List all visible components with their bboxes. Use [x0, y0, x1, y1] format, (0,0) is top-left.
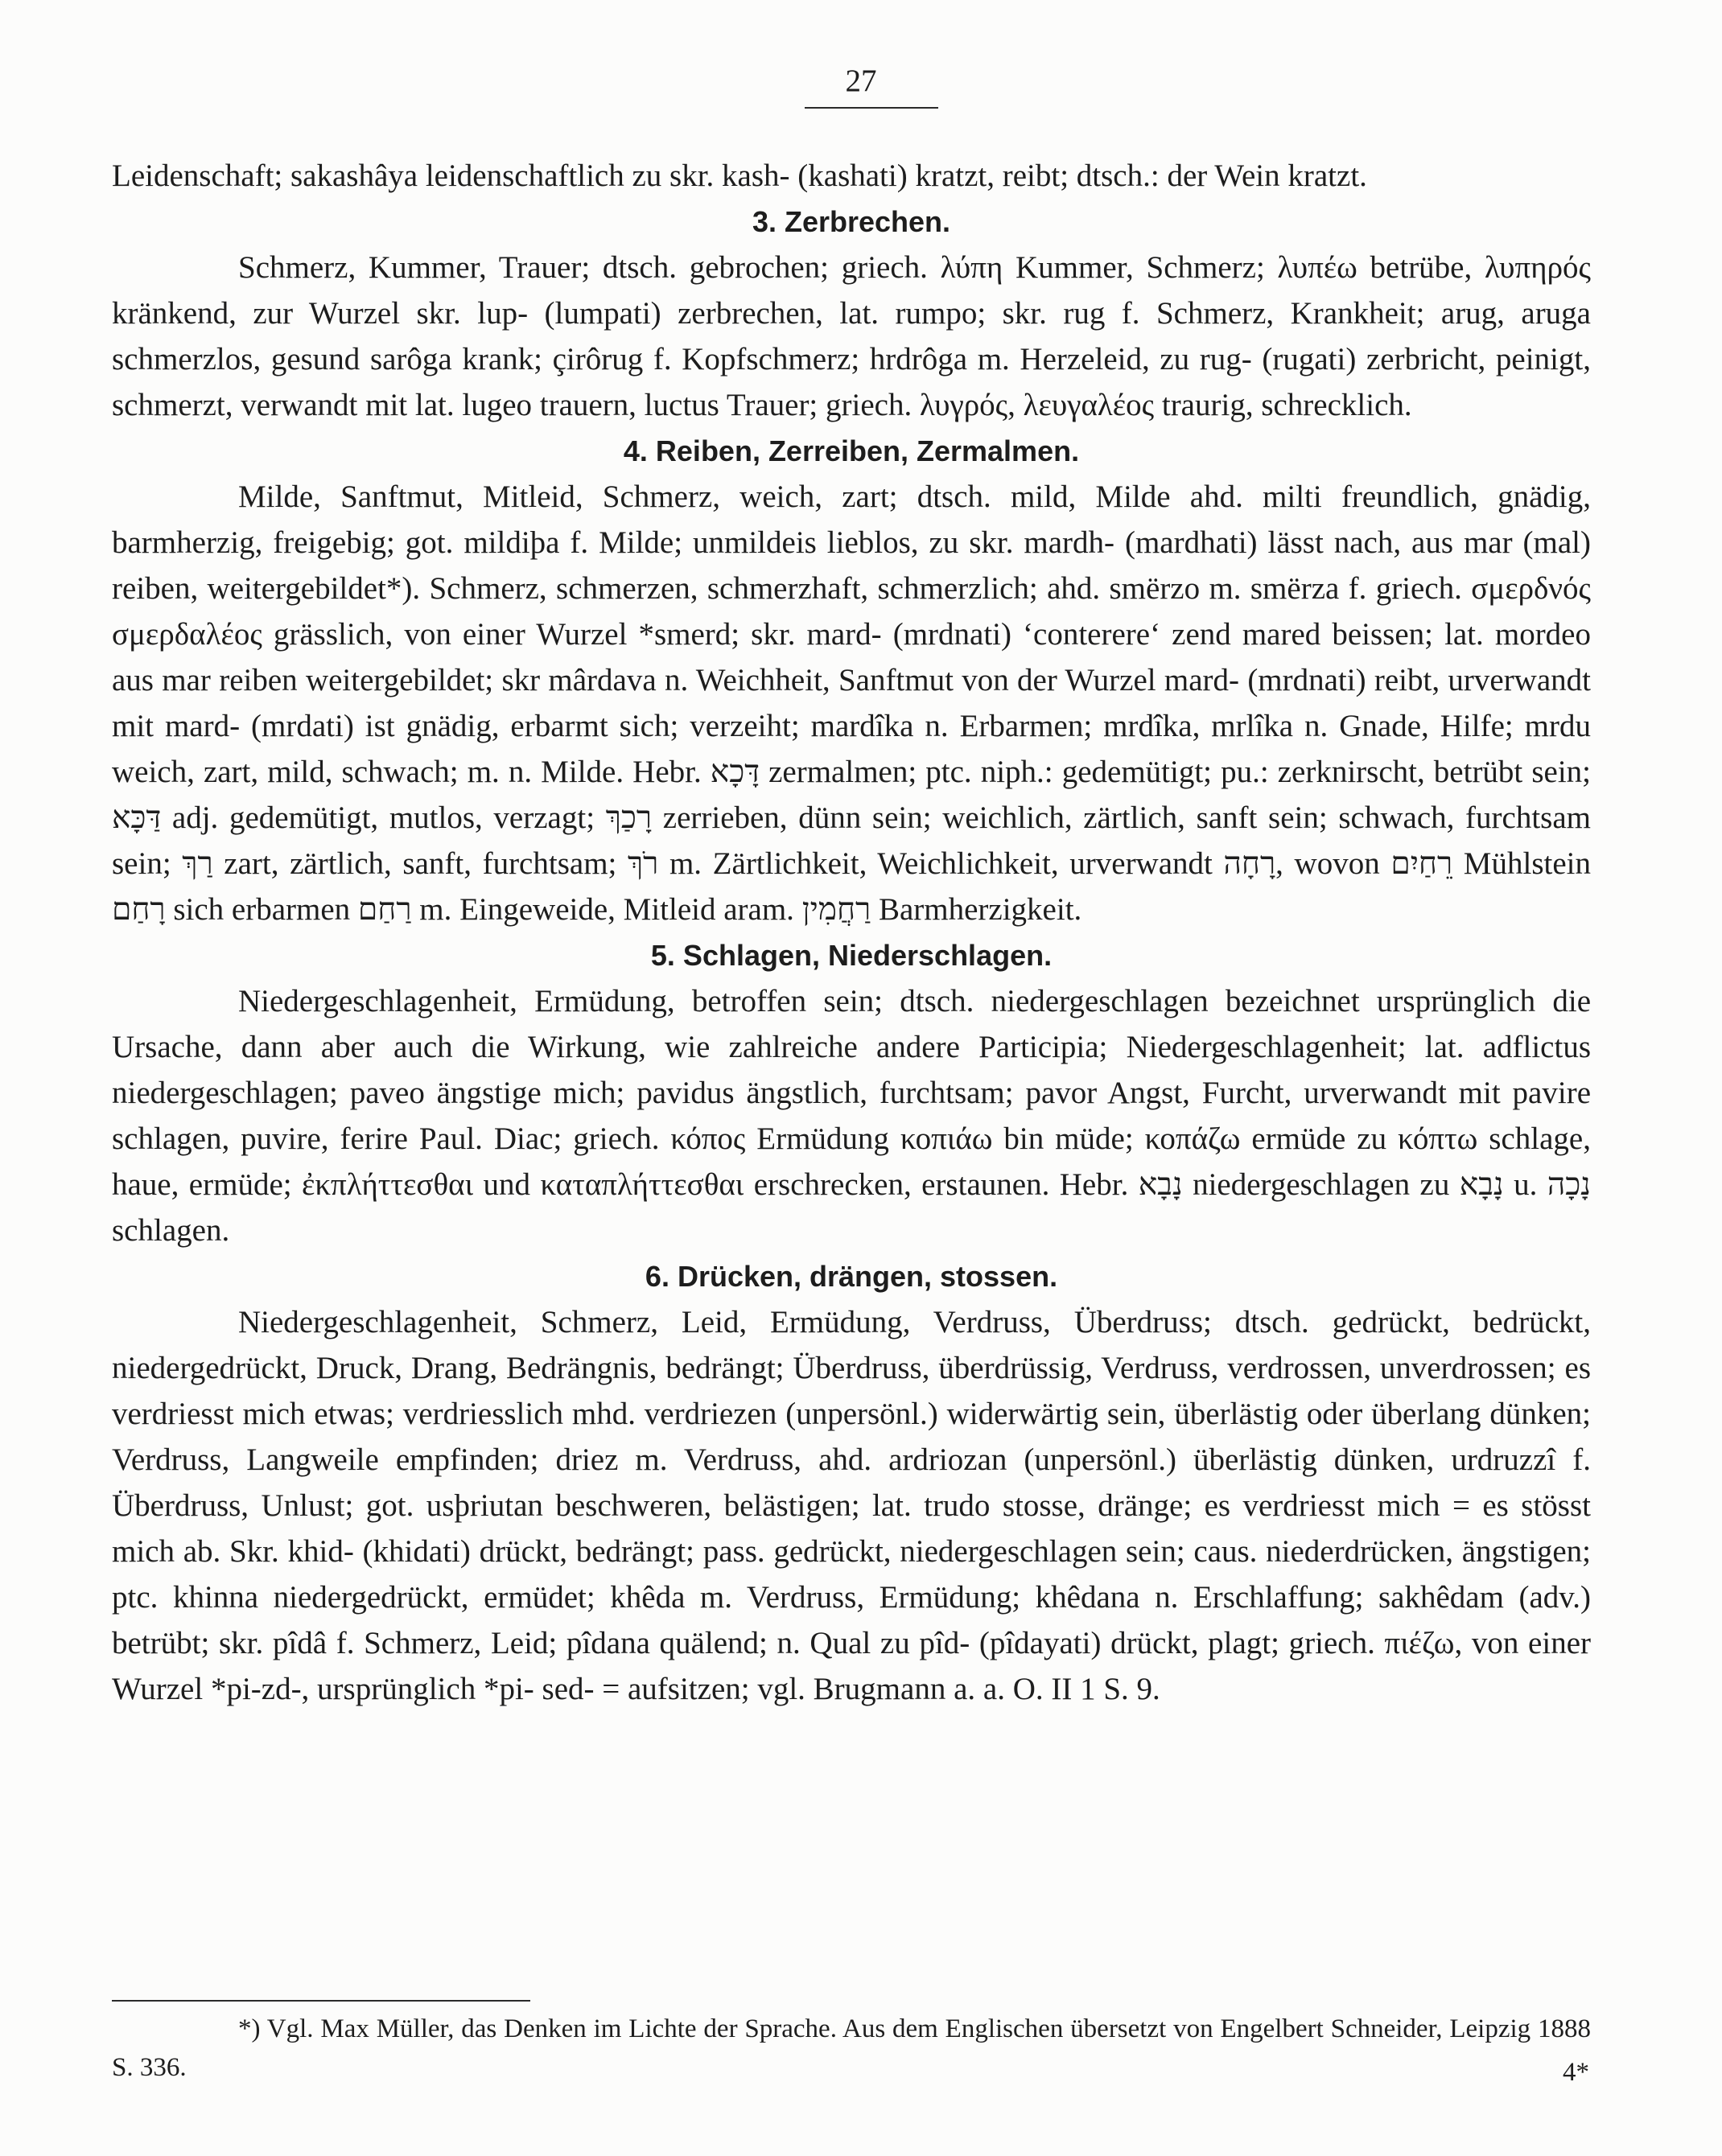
section-heading-3: 3. Zerbrechen. [752, 205, 951, 238]
section-6-paragraph: Niedergeschlagenheit, Schmerz, Leid, Ermüdung, Verdruss, Überdruss; dtsch. gedrückt, bedrückt, niedergedrückt, Druck, Drang, Bedrängnis, bedrängt; Überdruss, überdrüssig, Verdruss, verdrossen, unverdrossen; es verdriesst mich etwas; verdriesslich mhd. verdriezen (unpersönl.) widerwärtig sein, überlästig oder überlang dünken; Verdruss, Langweile empfinden; driez m. Verdruss, ahd. ardriozan (unpersönl.) überlästig dünken, urdruzzî f. Überdruss, Unlust; got. usþriutan beschweren, belästigen; lat. trudo stosse, dränge; es verdriesst mich = es stösst mich ab. Skr. khid- (khidati) drückt, bedrängt; pass. gedrückt, niedergeschlagen sein; caus. niederdrücken, ängstigen; ptc. khinna niedergedrückt, ermüdet; khêda m. Verdruss, Ermüdung; khêdana n. Erschlaffung; sakhêdam (adv.) betrübt; skr. pîdâ f. Schmerz, Leid; pîdana quälend; n. Qual zu pîd- (pîdayati) drückt, plagt; griech. πιέζω, von einer Wurzel *pi-zd-, ursprünglich *pi- sed- = aufsitzen; vgl. Brugmann a. a. O. II 1 S. 9. [112, 1305, 1591, 1706]
sheet-signature: 4* [1563, 2058, 1589, 2087]
intro-paragraph: Leidenschaft; sakashâya leidenschaftlich zu skr. kash- (kashati) kratzt, reibt; dtsch.: der Wein kratzt. [112, 158, 1367, 193]
section-4-paragraph: Milde, Sanftmut, Mitleid, Schmerz, weich, zart; dtsch. mild, Milde ahd. milti freundlich, gnädig, barmherzig, freigebig; got. mildiþa f. Milde; unmildeis lieblos, zu skr. mardh- (mardhati) lässt nach, aus mar (mal) reiben, weitergebildet*). Schmerz, schmerzen, schmerzhaft, schmerzlich; ahd. smërzo m. smërza f. griech. σμερδνός σμερδαλέος grässlich, von einer Wurzel *smerd; skr. mard- (mrdnati) ‘conterere‘ zend mared beissen; lat. mordeo aus mar reiben weitergebildet; skr mârdava n. Weichheit, Sanftmut von der Wurzel mard- (mrdnati) reibt, urverwandt mit mard- (mrdati) ist gnädig, erbarmt sich; verzeiht; mardîka n. Erbarmen; mrdîka, mrlîka n. Gnade, Hilfe; mrdu weich, zart, mild, schwach; m. n. Milde. Hebr. דָּכָא zermalmen; ptc. niph.: gedemütigt; pu.: zerknirscht, betrübt sein; דַּכָּא adj. gedemütigt, mutlos, verzagt; רָכַךְ zerrieben, dünn sein; weichlich, zärtlich, sanft sein; schwach, furchtsam sein; רַךְ zart, zärtlich, sanft, furchtsam; רֹךְ m. Zärtlichkeit, Weichlichkeit, urverwandt רָחָה, wovon רֵחַיִם Mühlstein רָחַם sich erbarmen רַחַם m. Eingeweide, Mitleid aram. רַחֲמִין Barmherzigkeit. [112, 479, 1591, 927]
footnote-rule [112, 2000, 530, 2002]
footnote: *) Vgl. Max Müller, das Denken im Lichte der Sprache. Aus dem Englischen übersetzt von Engelbert Schneider, Leipzig 1888 S. 336. [112, 2014, 1591, 2082]
page-number-rule [805, 107, 938, 109]
section-3-paragraph: Schmerz, Kummer, Trauer; dtsch. gebrochen; griech. λύπη Kummer, Schmerz; λυπέω betrübe, λυπηρός kränkend, zur Wurzel skr. lup- (lumpati) zerbrechen, lat. rumpo; skr. rug f. Schmerz, Krankheit; arug, aruga schmerzlos, gesund sarôga krank; çirôrug f. Kopfschmerz; hrdrôga m. Herzeleid, zu rug- (rugati) zerbricht, peinigt, schmerzt, verwandt mit lat. lugeo trauern, luctus Trauer; griech. λυγρός, λευγαλέος traurig, schrecklich. [112, 250, 1591, 422]
page-number: 27 [845, 64, 877, 98]
body-text [112, 153, 1591, 1712]
section-heading-6: 6. Drücken, drängen, stossen. [645, 1260, 1058, 1293]
section-heading-5: 5. Schlagen, Niederschlagen. [650, 939, 1053, 972]
section-heading-4: 4. Reiben, Zerreiben, Zermalmen. [623, 434, 1080, 467]
section-5-paragraph: Niedergeschlagenheit, Ermüdung, betroffen sein; dtsch. niedergeschlagen bezeichnet ursprünglich die Ursache, dann aber auch die Wirkung, wie zahlreiche andere Participia; Niedergeschlagenheit; lat. adflictus niedergeschlagen; paveo ängstige mich; pavidus ängstlich, furchtsam; pavor Angst, Furcht, urverwandt mit pavire schlagen, puvire, ferire Paul. Diac; griech. κόπος Ermüdung κοπιάω bin müde; κοπάζω ermüde zu κόπτω schlage, haue, ermüde; ἐκπλήττεσθαι und καταπλήττεσθαι erschrecken, erstaunen. Hebr. נָבָא niedergeschlagen zu נָבָא u. נָכָה schlagen. [112, 984, 1591, 1248]
